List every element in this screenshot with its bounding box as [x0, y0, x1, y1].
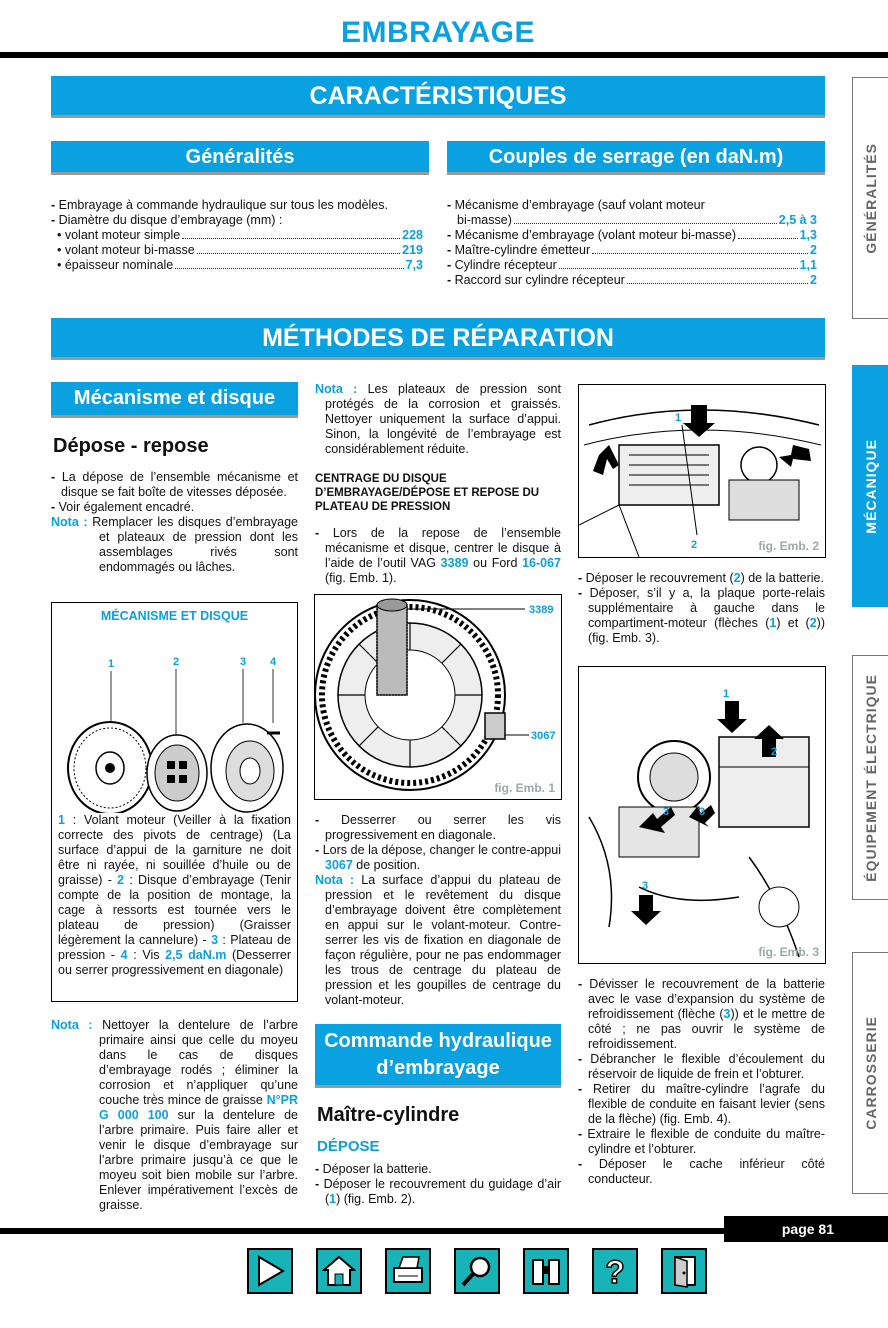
figure-caption: fig. Emb. 1: [494, 781, 555, 795]
col1-text: - La dépose de l’ensemble mécanisme et disque se fait boîte de vitesses déposée. - Voir également encadré. Nota : Remplacer les disques d’embrayage et plateaux de pression dont les assemblages rivés sont endommagés ou lâches.: [51, 470, 298, 574]
col2-steps: [315, 813, 561, 1008]
depose-repose-title: Dépose - repose: [53, 435, 209, 457]
list-item: - Débrancher le flexible d’écoulement du réservoir de liquide de frein et l’obturer.: [578, 1052, 825, 1081]
callout-label: 4: [270, 656, 277, 668]
list-item: Nota : La surface d’appui du plateau de pression et le revêtement du disque d’embrayage doivent être complètement en appui sur le volant-moteur. Contre-serrer les vis de fixation en diagonale de façon régulière, pour ne pas endommager les trous de centrage du plateau de pression et les goupilles de centrage du volant-moteur.: [315, 873, 561, 1007]
tab-label: CARROSSERIE: [862, 1016, 879, 1130]
list-item: - Déposer le recouvrement du guidage d’air (1) (fig. Emb. 2).: [315, 1177, 562, 1206]
tab-label: MÉCANIQUE: [862, 438, 879, 534]
section-commande: Commande hydraulique d’embrayage: [315, 1024, 561, 1088]
list-item: - Retirer du maître-cylindre l’agrafe du flexible de conduite en faisant levier (sens de la flèche) (fig. Emb. 4).: [578, 1082, 825, 1126]
list-item: - Mécanisme d’embrayage (volant moteur bi-masse) 1,3: [447, 228, 817, 242]
maitre-cylindre-title: Maître-cylindre: [317, 1104, 460, 1126]
page-number: page 81: [724, 1216, 888, 1242]
section-caracteristiques: CARACTÉRISTIQUES: [51, 76, 825, 118]
figure-emb-1: [314, 594, 562, 800]
col1-nota2: Nota : Nettoyer la dentelure de l’arbre primaire ainsi que celle du moyeu dans le cas de disques d’embrayage rodés ; éliminer la corrosion et n’appliquer qu’une couche très mince de graisse N°PR G 000 100 sur la dentelure de l’arbre primaire. Puis faire aller et venir le disque d’embrayage sur l’arbre primaire jusqu’à ce que le moyeu soit bien mobile sur l’arbre. Enlever impérativement l’excès de graisse.: [51, 1018, 298, 1212]
figure-caption: fig. Emb. 3: [758, 945, 819, 959]
list-item: - Diamètre du disque d’embrayage (mm) :: [51, 213, 283, 227]
list-item: - Dévisser le recouvrement de la batterie avec le vase d’expansion du système de refroidissement (flèche (3)) et le mettre de côté ; ne pas ouvrir le système de refroidissement.: [578, 977, 826, 1051]
tool-label: 3067: [531, 730, 556, 742]
centrage-title: CENTRAGE DU DISQUE D’EMBRAYAGE/DÉPOSE ET REPOSE DU PLATEAU DE PRESSION: [315, 473, 540, 513]
engine-bay-illustration: [579, 385, 825, 557]
callout-label: 2: [771, 746, 778, 758]
print-button[interactable]: [385, 1248, 431, 1294]
play-icon: [253, 1254, 287, 1288]
figure-emb-2: [578, 384, 826, 558]
callout-label: 3: [642, 880, 649, 892]
printer-icon: [391, 1254, 425, 1288]
figure-emb-3: [578, 666, 826, 964]
tab-mecanique[interactable]: [852, 365, 888, 607]
list-item: • volant moteur bi-masse 219: [57, 243, 423, 257]
list-item: - Déposer la batterie.: [315, 1162, 432, 1176]
list-item: - Cylindre récepteur 1,1: [447, 258, 817, 272]
box-title: MÉCANISME ET DISQUE: [100, 609, 249, 623]
tab-equipement-electrique[interactable]: [852, 655, 888, 900]
list-item: - Embrayage à commande hydraulique sur tous les modèles.: [51, 198, 388, 212]
centrage-text: - Lors de la repose de l’ensemble mécanisme et disque, centrer le disque à l’aide de l’outil VAG 3389 ou Ford 16-067 (fig. Emb. 1).: [315, 526, 561, 585]
header-rule: [0, 52, 888, 58]
list-item: - Lors de la dépose, changer le contre-appui 3067 de position.: [315, 843, 561, 872]
list-item: - Déposer le recouvrement (2) de la batterie.: [578, 571, 824, 585]
page-title: EMBRAYAGE: [340, 16, 535, 49]
callout-label: 1: [108, 658, 115, 670]
tab-carrosserie[interactable]: [852, 952, 888, 1194]
callout-label: 1: [723, 688, 730, 700]
list-item: bi-masse) 2,5 à 3: [457, 213, 817, 227]
col3-steps-b: [578, 977, 825, 1187]
tab-label: ÉQUIPEMENT ÉLECTRIQUE: [862, 673, 879, 882]
list-item: - Mécanisme d’embrayage (sauf volant moteur: [447, 198, 705, 212]
binoculars-icon: [529, 1254, 563, 1288]
search-button[interactable]: [454, 1248, 500, 1294]
box-legend: 1 : Volant moteur (Veiller à la fixation correcte des pivots de centrage) (La surface d’appui de la garniture ne doit être ni rayée, ni souillée d’huile ou de graisse) - 2 : Disque d’embrayage (Tenir compte de la position de montage, la cage à ressorts est tournée vers le plateau de pression) (Graisser légèrement la cannelure) - 3 : Plateau de pression - 4 : Vis 2,5 daN.m (Desserrer ou serrer progressivement en diagonale): [58, 813, 292, 977]
section-mecanisme: Mécanisme et disque: [51, 382, 298, 418]
generalites-list: [51, 198, 423, 273]
figure-caption: fig. Emb. 2: [758, 539, 819, 553]
section-couples: Couples de serrage (en daN.m): [447, 141, 825, 175]
section-methodes: MÉTHODES DE RÉPARATION: [51, 318, 825, 360]
clutch-centering-illustration: [315, 595, 561, 799]
list-item: - Déposer, s’il y a, la plaque porte-relais supplémentaire à gauche dans le compartiment-moteur (flèches (1) et (2)) (fig. Emb. 3).: [578, 586, 825, 645]
tool-label: 3389: [529, 604, 554, 616]
home-button[interactable]: [316, 1248, 362, 1294]
list-item: - Déposer le cache inférieur côté conducteur.: [578, 1157, 825, 1186]
callout-label: 3: [240, 656, 247, 668]
find-button[interactable]: [523, 1248, 569, 1294]
callout-label: 2: [173, 656, 180, 668]
list-item: - Maître-cylindre émetteur 2: [447, 243, 817, 257]
list-item: • épaisseur nominale 7,3: [57, 258, 423, 272]
exit-button[interactable]: [661, 1248, 707, 1294]
clutch-exploded-illustration: [52, 623, 297, 813]
exit-icon: [667, 1254, 701, 1288]
list-item: • volant moteur simple 228: [57, 228, 423, 242]
battery-area-illustration: [579, 667, 825, 963]
col2-maitre-steps: [315, 1162, 561, 1207]
callout-label: 1: [675, 412, 682, 424]
mecanisme-box: [51, 602, 298, 1002]
callout-label: 3: [699, 806, 706, 818]
next-page-button[interactable]: [247, 1248, 293, 1294]
tab-label: GÉNÉRALITÉS: [862, 142, 879, 254]
couples-list: [447, 198, 817, 288]
col3-steps-a: [578, 571, 825, 646]
list-item: - Desserrer ou serrer les vis progressivement en diagonale.: [315, 813, 561, 842]
section-generalites: Généralités: [51, 141, 429, 175]
help-icon: [598, 1254, 632, 1288]
help-button[interactable]: [592, 1248, 638, 1294]
depose-subtitle: DÉPOSE: [317, 1138, 380, 1155]
callout-label: 3: [663, 806, 670, 818]
list-item: - Raccord sur cylindre récepteur 2: [447, 273, 817, 287]
tab-generalites[interactable]: [852, 77, 888, 319]
search-icon: [460, 1254, 494, 1288]
list-item: - Extraire le flexible de conduite du maître-cylindre et l’obturer.: [578, 1127, 825, 1156]
svg-text:?: ?: [605, 1254, 625, 1288]
col2-nota1: Nota : Les plateaux de pression sont protégés de la corrosion et graissés. Nettoyer uniquement la surface d’appui. Sinon, la longévité de l’embrayage est considérablement réduite.: [315, 382, 561, 456]
home-icon: [322, 1254, 356, 1288]
callout-label: 2: [691, 539, 698, 551]
